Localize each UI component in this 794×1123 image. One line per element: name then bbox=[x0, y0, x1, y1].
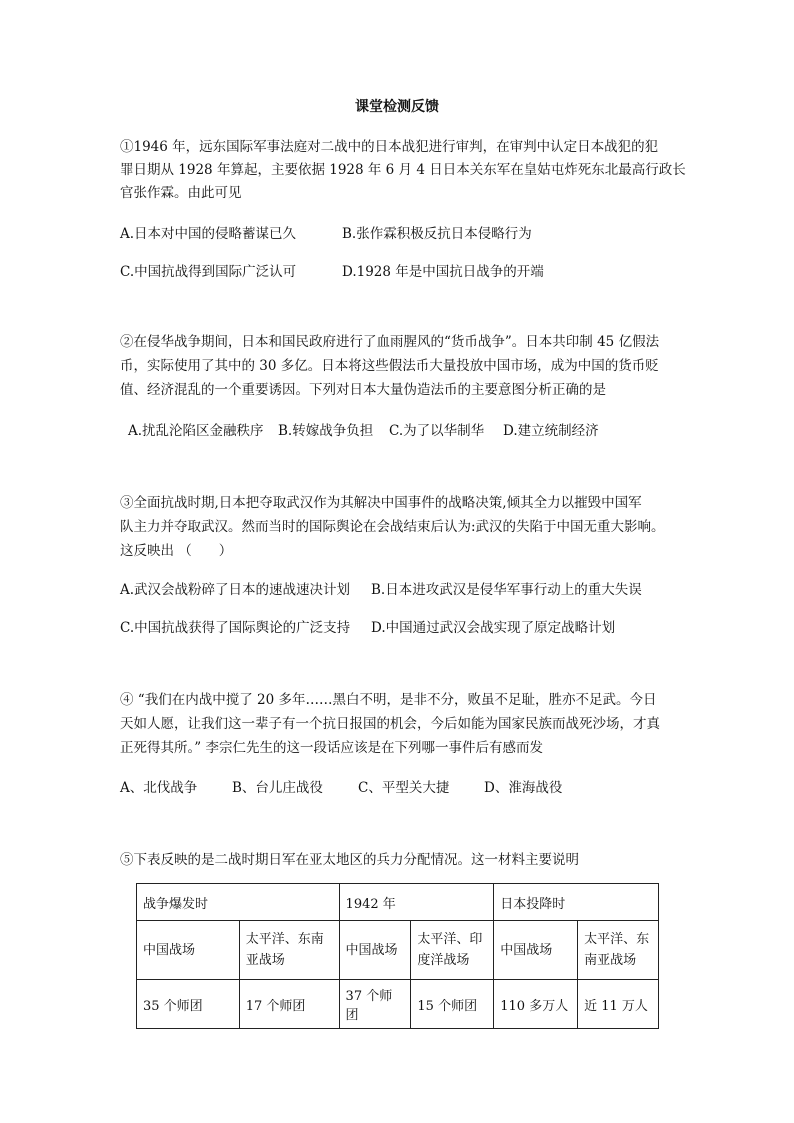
table-header-1942: 1942 年 bbox=[339, 884, 494, 921]
question-4-line-1: ④ “我们在内战中搅了 20 多年……黑白不明，是非不分，败虽不足耻，胜亦不足武。今日 bbox=[120, 692, 657, 708]
table-cell: 110 多万人 bbox=[494, 980, 578, 1029]
question-2-line-3: 值、经济混乱的一个重要诱因。下列对日本大量伪造法币的主要意图分析正确的是 bbox=[120, 382, 606, 398]
question-3-option-d: D.中国通过武汉会战实现了原定战略计划 bbox=[371, 620, 616, 636]
table-cell: 17 个师团 bbox=[239, 980, 339, 1029]
troop-distribution-table bbox=[136, 883, 659, 1029]
question-4-option-a: A、北伐战争 bbox=[120, 780, 198, 796]
question-2-line-1: ②在侵华战争期间，日本和国民政府进行了血雨腥风的“货币战争”。日本共印制 45 亿假法 bbox=[120, 334, 660, 350]
table-header-outbreak: 战争爆发时 bbox=[137, 884, 340, 921]
question-1-option-b: B.张作霖积极反抗日本侵略行为 bbox=[342, 226, 532, 242]
question-1-line-3: 官张作霖。由此可见 bbox=[120, 185, 242, 201]
table-cell: 37 个师团 bbox=[339, 980, 411, 1029]
table-cell: 15 个师团 bbox=[411, 980, 494, 1029]
question-1-line-2: 罪日期从 1928 年算起，主要依据 1928 年 6 月 4 日日本关东军在皇姑屯炸死东北最高行政长 bbox=[120, 162, 686, 178]
table-subheader-pacific-1: 太平洋、东南亚战场 bbox=[239, 921, 339, 980]
table-subheader-china-3: 中国战场 bbox=[494, 921, 578, 980]
question-4-line-3: 正死得其所。” 李宗仁先生的这一段话应该是在下列哪一事件后有感而发 bbox=[120, 740, 543, 756]
question-4-option-c: C、平型关大捷 bbox=[358, 780, 450, 796]
table-header-surrender: 日本投降时 bbox=[494, 884, 659, 921]
question-1-line-1: ①1946 年，远东国际军事法庭对二战中的日本战犯进行审判，在审判中认定日本战犯的犯 bbox=[120, 139, 659, 155]
table-cell: 35 个师团 bbox=[137, 980, 240, 1029]
table-subheader-china-1: 中国战场 bbox=[137, 921, 240, 980]
question-2-option-d: D.建立统制经济 bbox=[503, 423, 599, 439]
question-3-option-a: A.武汉会战粉碎了日本的速战速决计划 bbox=[120, 582, 351, 598]
question-3-line-3: 这反映出 （ ） bbox=[120, 543, 233, 559]
page-title: 课堂检测反馈 bbox=[355, 99, 439, 115]
table-subheader-pacific-2: 太平洋、印度洋战场 bbox=[411, 921, 494, 980]
question-2-option-b: B.转嫁战争负担 bbox=[278, 423, 374, 439]
question-5-line: ⑤下表反映的是二战时期日军在亚太地区的兵力分配情况。这一材料主要说明 bbox=[120, 852, 579, 868]
question-1-option-c: C.中国抗战得到国际广泛认可 bbox=[120, 264, 297, 280]
question-2-option-a: A.扰乱沦陷区金融秩序 bbox=[128, 423, 264, 439]
question-1-option-d: D.1928 年是中国抗日战争的开端 bbox=[342, 264, 544, 280]
question-3-line-1: ③全面抗战时期,日本把夺取武汉作为其解决中国事件的战略决策,倾其全力以摧毁中国军 bbox=[120, 495, 642, 511]
table-cell: 近 11 万人 bbox=[578, 980, 659, 1029]
question-4-line-2: 天如人愿，让我们这一辈子有一个抗日报国的机会，今后如能为国家民族而战死沙场，才真 bbox=[120, 716, 660, 732]
question-2-line-2: 币，实际使用了其中的 30 多亿。日本将这些假法币大量投放中国市场，成为中国的货币贬 bbox=[120, 358, 659, 374]
table-subheader-pacific-3: 太平洋、东南亚战场 bbox=[578, 921, 659, 980]
question-3-line-2: 队主力并夺取武汉。然而当时的国际舆论在会战结束后认为:武汉的失陷于中国无重大影响。 bbox=[120, 519, 665, 535]
question-2-option-c: C.为了以华制华 bbox=[389, 423, 485, 439]
question-1-option-a: A.日本对中国的侵略蓄谋已久 bbox=[120, 226, 297, 242]
table-subheader-china-2: 中国战场 bbox=[339, 921, 411, 980]
question-3-option-c: C.中国抗战获得了国际舆论的广泛支持 bbox=[120, 620, 351, 636]
question-4-option-b: B、台儿庄战役 bbox=[232, 780, 323, 796]
question-3-option-b: B.日本进攻武汉是侵华军事行动上的重大失误 bbox=[371, 582, 642, 598]
question-4-option-d: D、淮海战役 bbox=[484, 780, 563, 796]
